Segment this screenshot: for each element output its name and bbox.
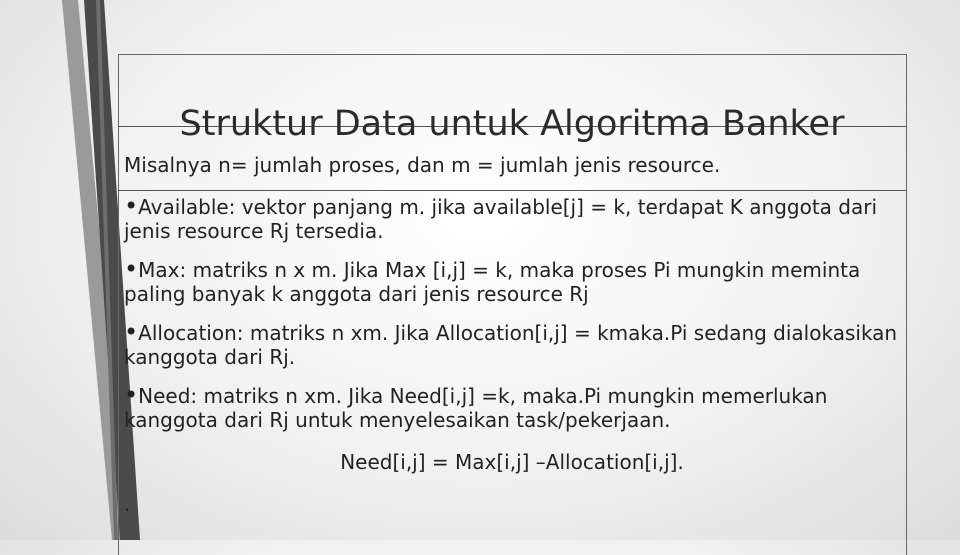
bullet-need	[124, 383, 899, 432]
bullet-text: Available: vektor panjang m. jika available[j] = k, terdapat K anggota dari jenis resource Rj tersedia.	[124, 195, 878, 243]
bullet-dot: •	[124, 255, 139, 283]
slide-title: Struktur Data untuk Algoritma Banker	[179, 104, 845, 144]
bullet-dot: •	[124, 318, 139, 346]
need-formula: Need[i,j] = Max[i,j] –Allocation[i,j].	[340, 450, 684, 474]
stray-mark: .	[124, 492, 131, 516]
subtitle-underline	[118, 190, 906, 191]
bullet-text: Allocation: matriks n xm. Jika Allocation[i,j] = kmaka.Pi sedang dialokasikan kanggota dari Rj.	[124, 321, 898, 369]
bullet-max	[124, 257, 899, 306]
bullet-available	[124, 194, 899, 243]
bullet-text: Need: matriks n xm. Jika Need[i,j] =k, maka.Pi mungkin memerlukan kanggota dari Rj untuk menyelesaikan task/pekerjaan.	[124, 384, 828, 432]
bullet-allocation	[124, 320, 899, 369]
bullet-text: Max: matriks n x m. Jika Max [i,j] = k, maka proses Pi mungkin meminta paling banyak k anggota dari jenis resource Rj	[124, 258, 861, 306]
bullet-dot: •	[124, 192, 139, 220]
bullet-dot: •	[124, 381, 139, 409]
slide-subtitle: Misalnya n= jumlah proses, dan m = jumlah jenis resource.	[124, 153, 721, 177]
bullet-list	[124, 194, 899, 446]
